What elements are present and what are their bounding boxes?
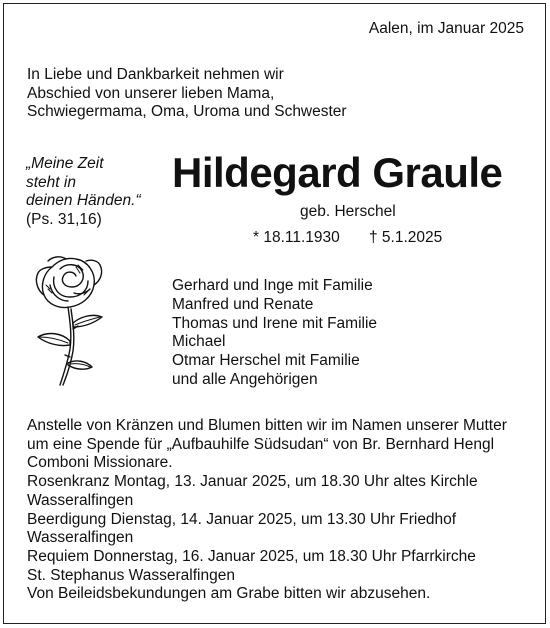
notice-line: Von Beileidsbekundungen am Grabe bitten wir abzusehen. xyxy=(27,585,431,603)
quote-line: deinen Händen.“ xyxy=(26,192,141,210)
intro-line: Schwiegermama, Oma, Uroma und Schwester xyxy=(27,103,347,121)
dateline: Aalen, im Januar 2025 xyxy=(368,20,524,37)
intro-line: Abschied von unserer lieben Mama, xyxy=(27,84,275,102)
mourner: Otmar Herschel mit Familie xyxy=(172,352,360,370)
bible-quote xyxy=(26,155,141,229)
notice-line: Beerdigung Dienstag, 14. Januar 2025, um 13.30 Uhr Friedhof xyxy=(27,510,457,528)
intro-text xyxy=(27,66,347,122)
notice-line: Anstelle von Kränzen und Blumen bitten wir im Namen unserer Mutter xyxy=(27,417,507,434)
mourners-list xyxy=(172,277,377,390)
intro-line: In Liebe und Dankbarkeit nehmen wir xyxy=(27,66,284,83)
notice-line: Wasseralfingen xyxy=(27,529,134,547)
notice-line: Rosenkranz Montag, 13. Januar 2025, um 18.30 Uhr altes Kirchle xyxy=(27,473,478,491)
quote-line: „Meine Zeit xyxy=(26,155,104,172)
notice-line: um eine Spende für „Aufbauhilfe Südsudan“ von Br. Bernhard Hengl xyxy=(27,435,495,453)
notice-line: Comboni Missionare. xyxy=(27,454,173,472)
quote-reference: (Ps. 31,16) xyxy=(26,210,102,228)
mourner: Manfred und Renate xyxy=(172,295,314,313)
notice-line: St. Stephanus Wasseralfingen xyxy=(27,566,235,584)
deceased-name: Hildegard Graule xyxy=(172,149,503,196)
birth-date: * 18.11.1930 xyxy=(253,229,340,246)
mourner: und alle Angehörigen xyxy=(172,370,318,388)
funeral-notice xyxy=(27,417,507,604)
rose-icon xyxy=(30,251,110,389)
mourner: Michael xyxy=(172,333,226,351)
mourner: Gerhard und Inge mit Familie xyxy=(172,277,373,294)
death-date: † 5.1.2025 xyxy=(369,229,443,246)
notice-line: Requiem Donnerstag, 16. Januar 2025, um 18.30 Uhr Pfarrkirche xyxy=(27,547,476,565)
notice-line: Wasseralfingen xyxy=(27,491,134,509)
birth-name: geb. Herschel xyxy=(300,203,396,220)
quote-line: steht in xyxy=(26,173,76,191)
mourner: Thomas und Irene mit Familie xyxy=(172,314,378,332)
